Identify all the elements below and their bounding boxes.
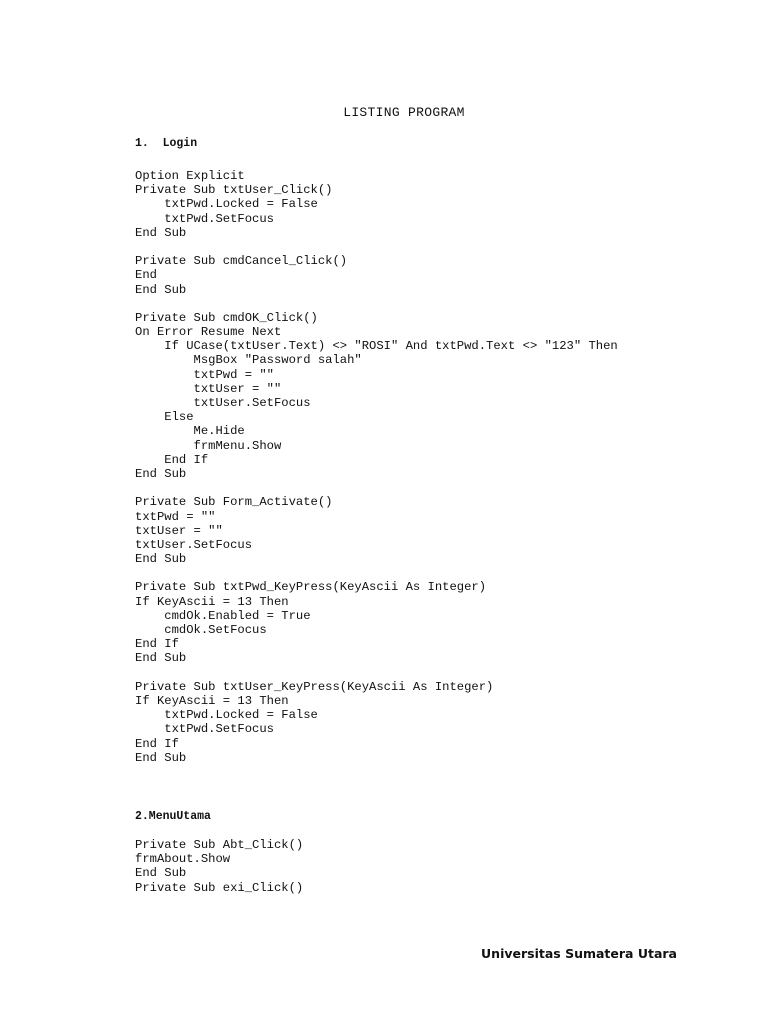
code-line: If KeyAscii = 13 Then <box>135 693 289 708</box>
code-line: If UCase(txtUser.Text) <> "ROSI" And txtPwd.Text <> "123" Then <box>135 339 618 354</box>
page-title: LISTING PROGRAM <box>343 105 465 120</box>
code-line: End Sub <box>135 651 187 666</box>
code-line <box>135 481 618 495</box>
code-line: txtUser.SetFocus <box>135 396 311 410</box>
code-block-login <box>135 169 618 765</box>
code-line: Private Sub cmdCancel_Click() <box>135 254 348 269</box>
code-line: Option Explicit <box>135 169 245 183</box>
code-line: End Sub <box>135 866 187 881</box>
code-line: Private Sub txtPwd_KeyPress(KeyAscii As Integer) <box>135 580 487 595</box>
code-line: Private Sub txtUser_KeyPress(KeyAscii As Integer) <box>135 679 494 694</box>
code-line: End Sub <box>135 225 187 240</box>
code-line: txtPwd.SetFocus <box>135 722 274 737</box>
code-line: frmMenu.Show <box>135 438 282 453</box>
code-line: txtUser = "" <box>135 523 223 538</box>
code-line: Private Sub Form_Activate() <box>135 495 333 510</box>
code-line: txtUser.SetFocus <box>135 537 253 552</box>
code-line: cmdOk.Enabled = True <box>135 608 311 623</box>
code-line: Private Sub Abt_Click() <box>135 838 304 852</box>
code-line: End <box>135 268 157 283</box>
code-line: End If <box>135 637 179 652</box>
code-line: txtUser = "" <box>135 381 282 396</box>
code-line: Else <box>135 410 194 425</box>
section-heading-login: 1. Login <box>135 137 198 150</box>
code-line <box>135 240 618 254</box>
code-line: End Sub <box>135 750 187 765</box>
code-line: txtPwd.Locked = False <box>135 197 318 212</box>
code-line: On Error Resume Next <box>135 325 282 340</box>
section-heading-menuutama: 2.MenuUtama <box>135 810 211 823</box>
code-line: frmAbout.Show <box>135 852 231 867</box>
code-line: Private Sub txtUser_Click() <box>135 183 333 198</box>
code-block-menuutama <box>135 838 303 895</box>
code-line: End If <box>135 452 209 467</box>
code-line: cmdOk.SetFocus <box>135 623 267 637</box>
code-line: Private Sub exi_Click() <box>135 880 304 895</box>
footer-institution: Universitas Sumatera Utara <box>481 946 677 961</box>
code-line <box>135 297 618 311</box>
code-line: txtPwd.SetFocus <box>135 211 274 226</box>
code-line: End Sub <box>135 552 187 567</box>
code-line: End If <box>135 736 179 751</box>
code-line: Private Sub cmdOK_Click() <box>135 310 318 325</box>
code-line: If KeyAscii = 13 Then <box>135 594 289 609</box>
code-line: txtPwd = "" <box>135 367 274 382</box>
code-line <box>135 666 618 680</box>
code-line: MsgBox "Password salah" <box>135 353 362 368</box>
code-line: txtPwd = "" <box>135 509 216 524</box>
code-line: Me.Hide <box>135 424 245 439</box>
code-line: End Sub <box>135 466 187 481</box>
code-line: End Sub <box>135 282 187 297</box>
code-line <box>135 566 618 580</box>
code-line: txtPwd.Locked = False <box>135 708 318 723</box>
